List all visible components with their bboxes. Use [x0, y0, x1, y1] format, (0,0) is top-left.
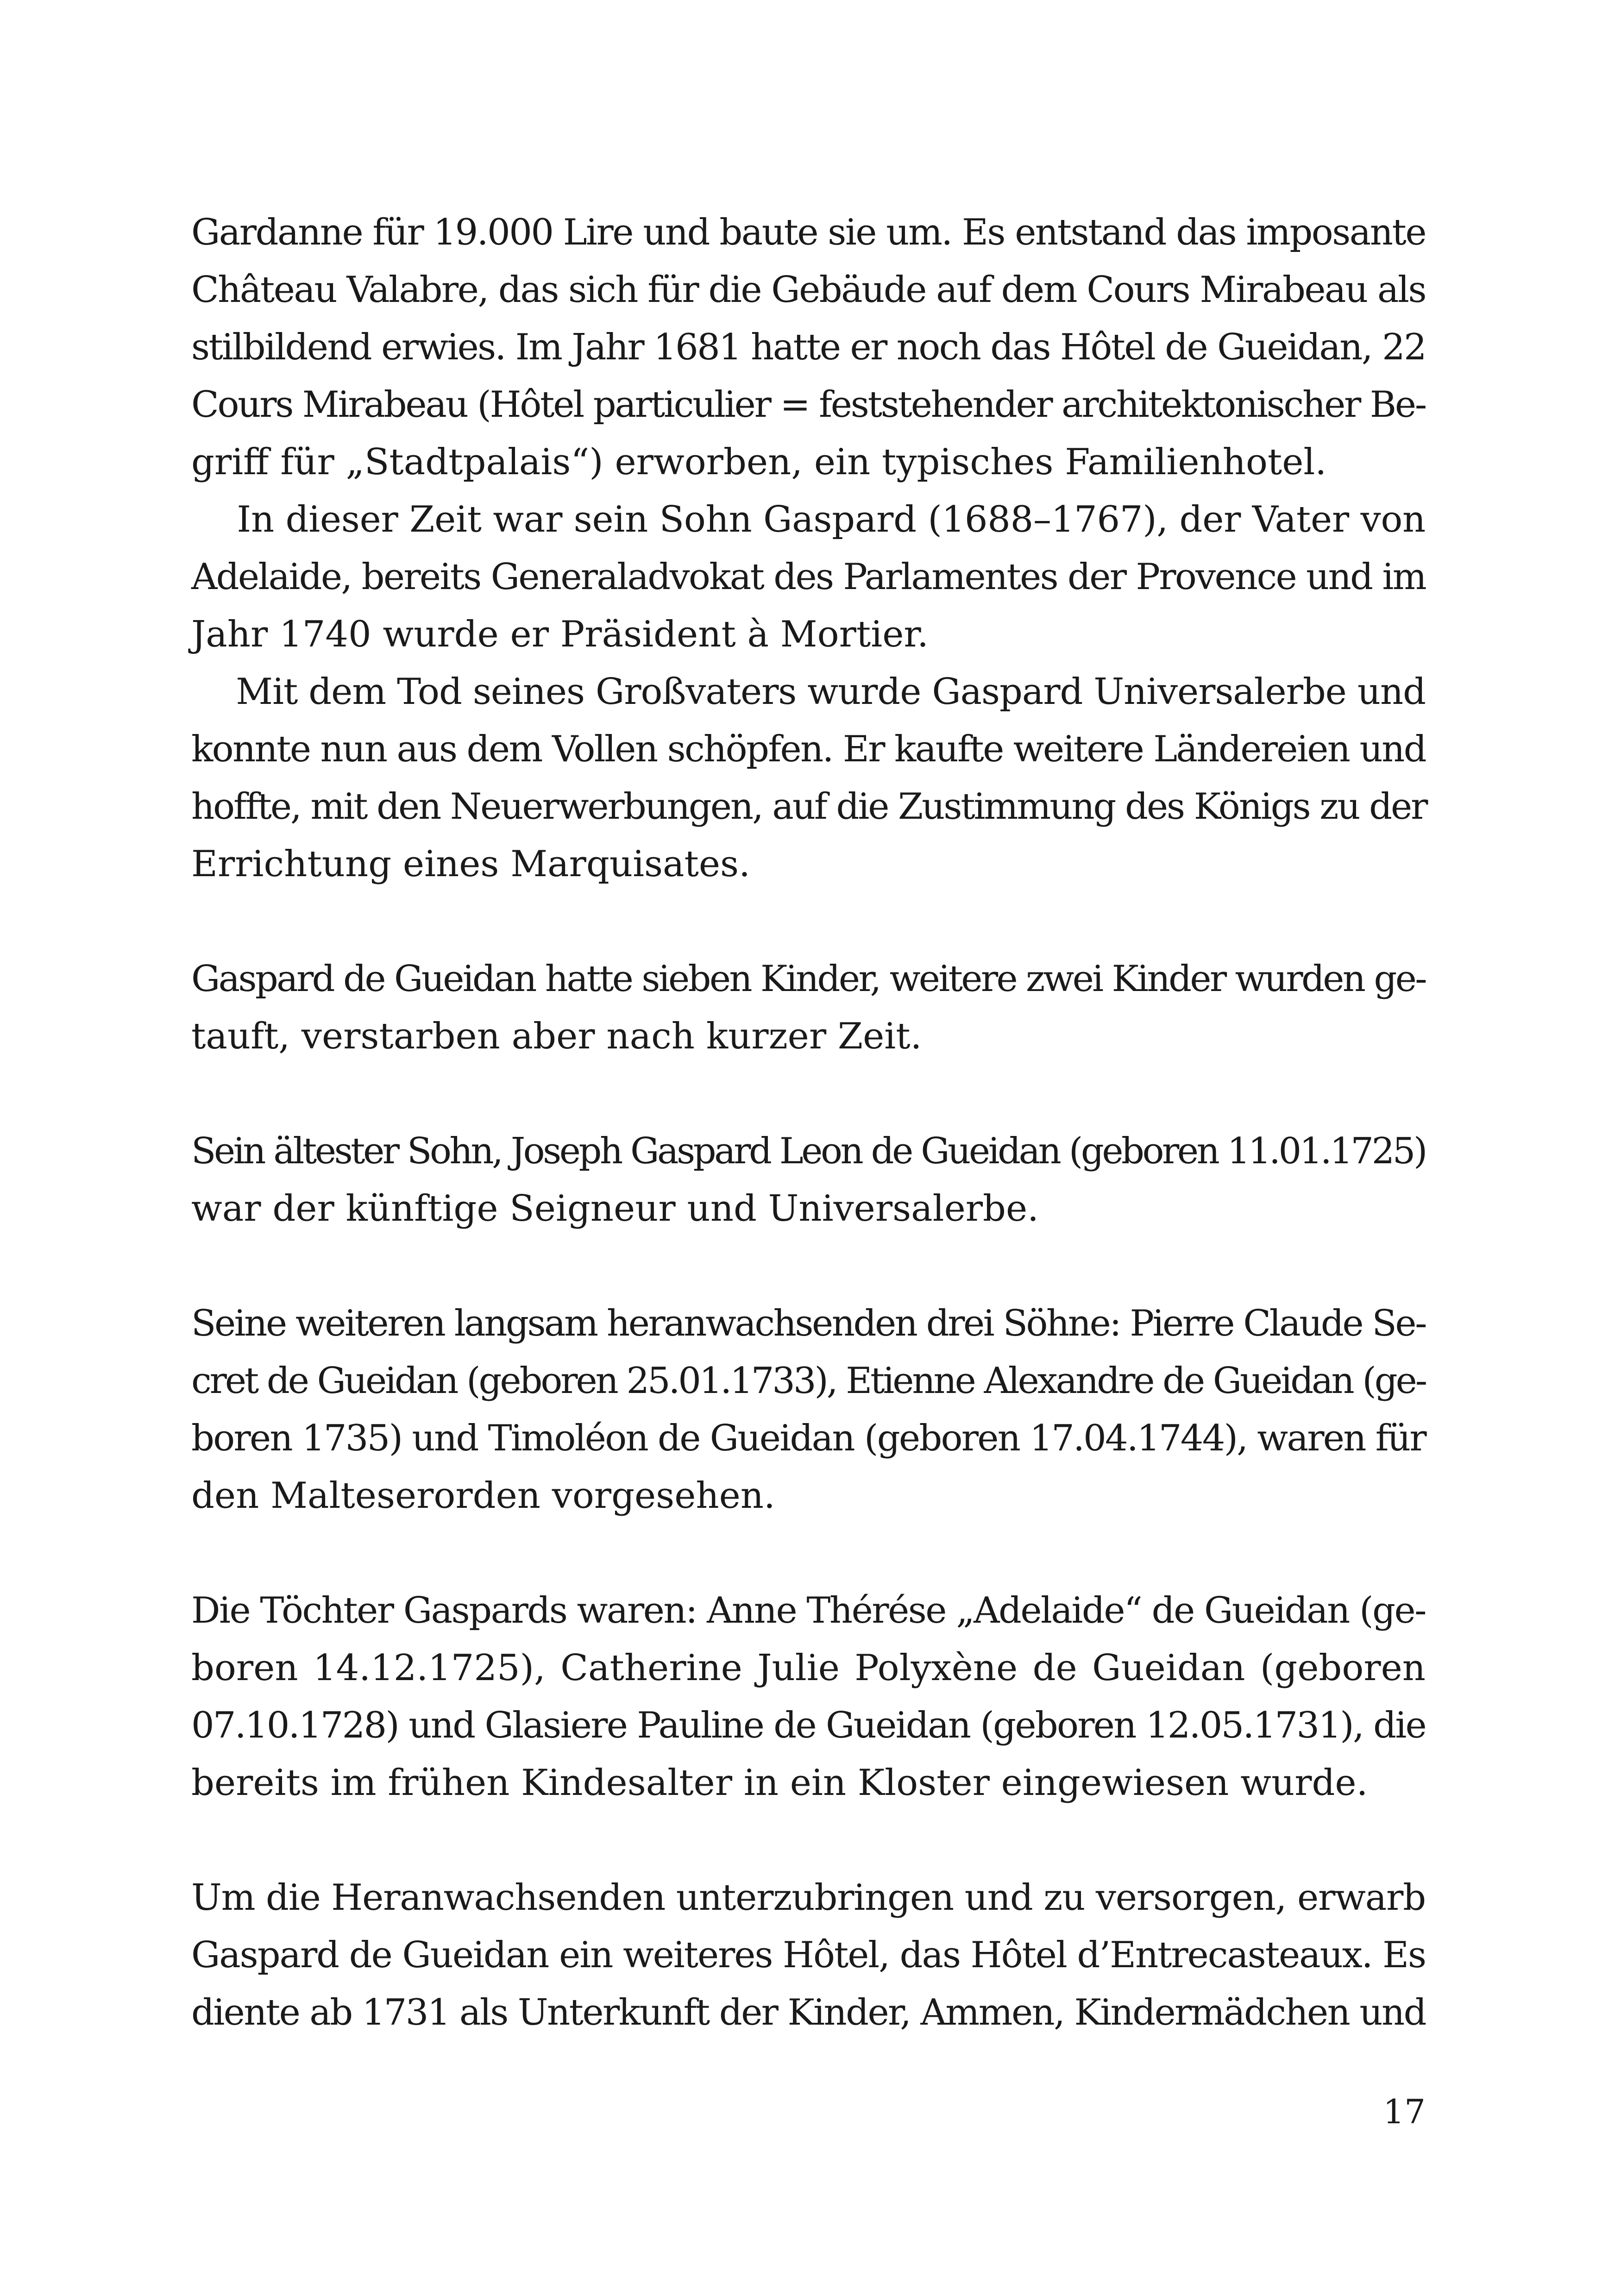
text-line: In dieser Zeit war sein Sohn Gaspard (1688–1767), der Vater von	[191, 499, 1426, 540]
text-line: Château Valabre, das sich für die Gebäude auf dem Cours Mirabeau als	[191, 269, 1426, 311]
text-line: griff für „Stadtpalais“) erworben, ein typisches Familienhotel.	[191, 441, 1327, 483]
paragraph-gap	[191, 1812, 1426, 1869]
text-line: hoffte, mit den Neuerwerbungen, auf die Zustimmung des Königs zu der	[191, 786, 1427, 828]
text-line: Errichtung eines Marquisates.	[191, 843, 750, 885]
page-number: 17	[1383, 2092, 1426, 2131]
text-line: Um die Heranwachsenden unterzubringen und zu versorgen, erwarb	[191, 1877, 1426, 1919]
text-line: bereits im frühen Kindesalter in ein Kloster eingewiesen wurde.	[191, 1762, 1368, 1804]
text-line: Gaspard de Gueidan ein weiteres Hôtel, das Hôtel d’Entrecasteaux. Es	[191, 1934, 1426, 1976]
text-line: war der künftige Seigneur und Universalerbe.	[191, 1188, 1039, 1230]
text-line: den Malteserorden vorgesehen.	[191, 1475, 775, 1517]
paragraph-gap	[191, 1237, 1426, 1295]
text-line: Die Töchter Gaspards waren: Anne Thérése „Adelaide“ de Gueidan (ge-	[191, 1590, 1426, 1631]
body-text	[191, 204, 1426, 2041]
text-line: Gaspard de Gueidan hatte sieben Kinder, weitere zwei Kinder wurden ge-	[191, 958, 1426, 1000]
text-line: Cours Mirabeau (Hôtel particulier = feststehender architektonischer Be-	[191, 384, 1426, 426]
text-line: diente ab 1731 als Unterkunft der Kinder, Ammen, Kindermädchen und	[191, 1992, 1426, 2033]
text-line: Gardanne für 19.000 Lire und baute sie um. Es entstand das imposante	[191, 212, 1426, 253]
paragraph-gap	[191, 1065, 1426, 1123]
text-line: boren 1735) und Timoléon de Gueidan (geboren 17.04.1744), waren für	[191, 1418, 1426, 1459]
text-line: Seine weiteren langsam heranwachsenden drei Söhne: Pierre Claude Se-	[191, 1303, 1426, 1344]
text-line: konnte nun aus dem Vollen schöpfen. Er kaufte weitere Ländereien und	[191, 728, 1426, 770]
text-line: tauft, verstarben aber nach kurzer Zeit.	[191, 1016, 922, 1057]
paragraph-gap	[191, 1524, 1426, 1582]
text-line: Jahr 1740 wurde er Präsident à Mortier.	[191, 614, 929, 655]
text-line: cret de Gueidan (geboren 25.01.1733), Etienne Alexandre de Gueidan (ge-	[191, 1360, 1426, 1402]
text-line: stilbildend erwies. Im Jahr 1681 hatte er noch das Hôtel de Gueidan, 22	[191, 326, 1426, 368]
text-line: 07.10.1728) und Glasiere Pauline de Gueidan (geboren 12.05.1731), die	[191, 1705, 1426, 1746]
text-line: Mit dem Tod seines Großvaters wurde Gaspard Universalerbe und	[191, 671, 1426, 713]
text-line: Adelaide, bereits Generaladvokat des Parlamentes der Provence und im	[191, 556, 1426, 598]
paragraph-gap	[191, 893, 1426, 950]
text-line: boren 14.12.1725), Catherine Julie Polyxène de Gueidan (geboren	[191, 1647, 1426, 1689]
text-line: Sein ältester Sohn, Joseph Gaspard Leon de Gueidan (geboren 11.01.1725)	[191, 1130, 1426, 1172]
